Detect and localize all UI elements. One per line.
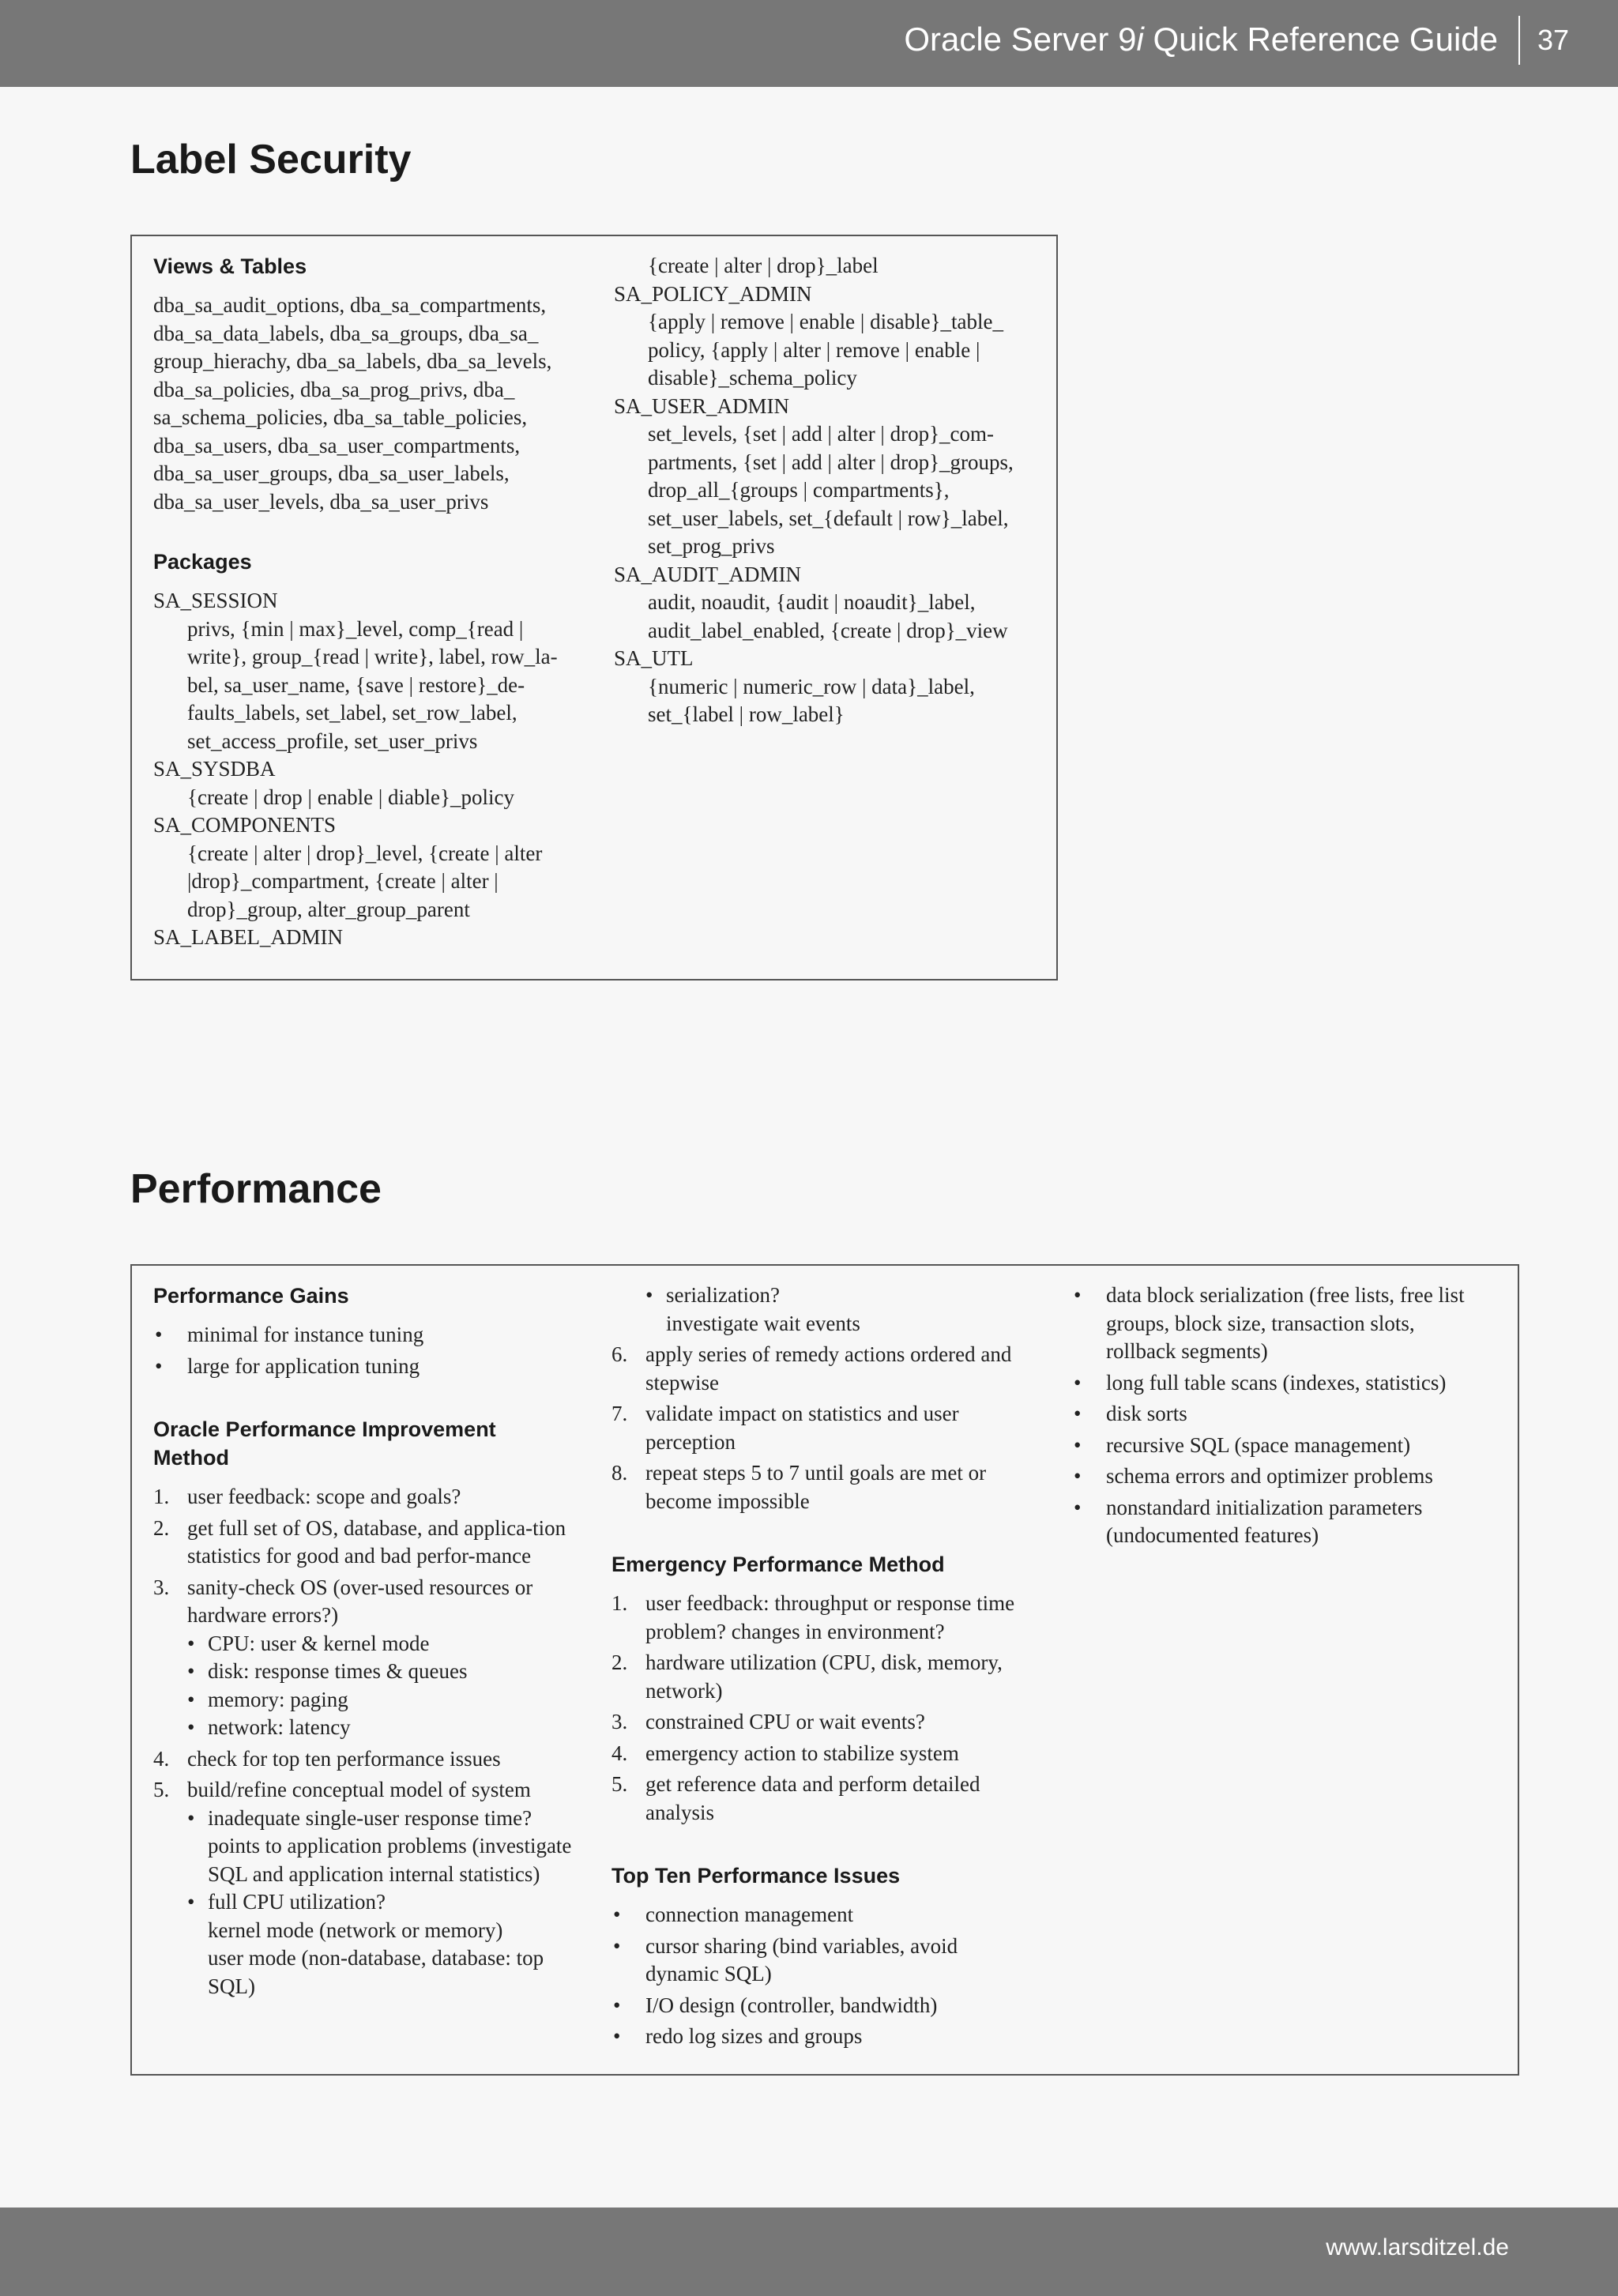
list-item: • CPU: user & kernel mode xyxy=(187,1630,572,1658)
list-item: • serialization? investigate wait events xyxy=(645,1282,1030,1338)
package-name: SA_COMPONENTS xyxy=(153,813,337,837)
views-tables-line: dba_sa_user_groups, dba_sa_user_labels, xyxy=(153,461,510,485)
list-item: • redo log sizes and groups xyxy=(611,2023,1030,2051)
label-security-col-left xyxy=(153,252,580,952)
views-tables-line: sa_schema_policies, dba_sa_table_policies, xyxy=(153,405,528,429)
package-procedures: {apply | remove | enable | disable}_table_ xyxy=(648,310,1003,333)
package-name: SA_AUDIT_ADMIN xyxy=(614,562,801,586)
package-procedures: set_prog_privs xyxy=(648,534,775,558)
package-procedures: drop}_group, alter_group_parent xyxy=(187,897,470,921)
list-item: • recursive SQL (space management) xyxy=(1072,1432,1483,1460)
performance-gains-heading: Performance Gains xyxy=(153,1284,349,1308)
top-ten-heading: Top Ten Performance Issues xyxy=(611,1864,901,1888)
views-tables-line: group_hierachy, dba_sa_labels, dba_sa_levels, xyxy=(153,349,552,373)
package-procedures: drop_all_{groups | compartments}, xyxy=(648,478,950,502)
footer-url: www.larsditzel.de xyxy=(1326,2234,1509,2260)
sanity-check-sublist xyxy=(187,1630,572,1742)
item-text: hardware utilization (CPU, disk, memory, network) xyxy=(645,1650,1003,1703)
page-number: 37 xyxy=(1537,24,1570,56)
views-tables-line: dba_sa_audit_options, dba_sa_compartments, xyxy=(153,293,547,317)
label-security-title: Label Security xyxy=(130,137,412,183)
emergency-method-list xyxy=(611,1590,1030,1827)
package-name: SA_SESSION xyxy=(153,589,278,612)
item-text: constrained CPU or wait events? xyxy=(645,1710,925,1733)
serialization-sublist xyxy=(611,1282,1030,1338)
views-tables-line: dba_sa_user_levels, dba_sa_user_privs xyxy=(153,489,489,514)
package-procedures: {create | alter | drop}_level, {create | alter xyxy=(187,841,543,865)
list-item: 2. get full set of OS, database, and applica-tion statistics for good and bad perfor-mance xyxy=(153,1515,566,1568)
list-item: • data block serialization (free lists, free list groups, block size, transaction slots, rollback segments) xyxy=(1072,1282,1483,1366)
list-item: • disk sorts xyxy=(1072,1400,1483,1428)
list-item: • schema errors and optimizer problems xyxy=(1072,1462,1483,1491)
top-ten-list xyxy=(611,1901,1030,2051)
list-item: • disk: response times & queues xyxy=(187,1658,572,1686)
list-item: 6. apply series of remedy actions ordered and stepwise xyxy=(611,1342,1012,1395)
list-item: • inadequate single-user response time? points to application problems (investigate SQL and application internal statistics) xyxy=(187,1805,572,1889)
views-tables-list xyxy=(153,292,580,516)
label-admin-continuation: {create | alter | drop}_label xyxy=(648,254,879,277)
package-procedures: audit_label_enabled, {create | drop}_view xyxy=(648,618,1008,642)
performance-gains-list xyxy=(153,1321,572,1380)
header-bar xyxy=(0,0,1618,87)
item-number: 3. xyxy=(611,1710,628,1733)
package-procedures: |drop}_compartment, {create | alter | xyxy=(187,869,499,893)
improvement-method-list xyxy=(153,1483,572,2001)
performance-col-2 xyxy=(611,1282,1030,2054)
package-name: SA_POLICY_ADMIN xyxy=(614,281,812,306)
list-item: • long full table scans (indexes, statistics) xyxy=(1072,1369,1483,1398)
packages-right-list xyxy=(614,280,1040,729)
package-procedures: privs, {min | max}_level, comp_{read | xyxy=(187,616,524,641)
package-procedures: audit, noaudit, {audit | noaudit}_label, xyxy=(648,590,976,614)
performance-title: Performance xyxy=(130,1166,382,1212)
package-procedures: {numeric | numeric_row | data}_label, xyxy=(648,674,975,698)
list-item xyxy=(611,1649,1030,1705)
list-item: • cursor sharing (bind variables, avoid dynamic SQL) xyxy=(611,1933,1030,1989)
package-procedures: policy, {apply | alter | remove | enable | xyxy=(648,337,980,362)
views-tables-heading: Views & Tables xyxy=(153,254,307,278)
package-procedures: set_{label | row_label} xyxy=(648,702,845,726)
performance-col-3 xyxy=(1072,1282,1483,1553)
list-item xyxy=(611,1708,1030,1737)
packages-left-list xyxy=(153,587,580,952)
views-tables-line: dba_sa_policies, dba_sa_prog_privs, dba_ xyxy=(153,377,515,401)
improvement-method-heading: Oracle Performance Improvement Method xyxy=(153,1417,496,1470)
guide-title: Oracle Server 9i Quick Reference Guide xyxy=(904,21,1498,58)
package-name: SA_USER_ADMIN xyxy=(614,393,790,418)
item-number: 5. xyxy=(611,1772,628,1796)
list-item: • large for application tuning xyxy=(153,1353,572,1381)
list-item xyxy=(611,1590,1030,1646)
package-procedures: bel, sa_user_name, {save | restore}_de- xyxy=(187,672,525,697)
item-number: 1. xyxy=(611,1591,628,1615)
list-item: • full CPU utilization? kernel mode (network or memory) user mode (non-database, database: top SQL) xyxy=(187,1888,572,2001)
footer-bar xyxy=(0,2208,1618,2296)
package-procedures: disable}_schema_policy xyxy=(648,366,857,390)
list-item: 8. repeat steps 5 to 7 until goals are met or become impossible xyxy=(611,1461,987,1513)
performance-box xyxy=(130,1264,1519,2076)
package-procedures: set_access_profile, set_user_privs xyxy=(187,728,478,753)
package-procedures: set_user_labels, set_{default | row}_label, xyxy=(648,506,1009,530)
list-item: • minimal for instance tuning xyxy=(153,1321,572,1349)
list-item: 3. sanity-check OS (over-used resources or hardware errors?) • CPU: user & kernel mode • disk: response times & queues • memory: paging • network: latency xyxy=(153,1574,572,1742)
item-number: 4. xyxy=(611,1741,628,1765)
item-text: user feedback: throughput or response time problem? changes in environment? xyxy=(645,1591,1015,1643)
improvement-method-list-cont xyxy=(611,1341,1030,1515)
label-security-col-right xyxy=(614,252,1040,729)
header-divider xyxy=(1518,16,1520,65)
item-text: emergency action to stabilize system xyxy=(645,1741,959,1765)
list-item: 1. user feedback: scope and goals? xyxy=(153,1485,461,1508)
list-item: • nonstandard initialization parameters (undocumented features) xyxy=(1072,1494,1483,1550)
list-item: 4. check for top ten performance issues xyxy=(153,1746,501,1771)
top-ten-list-cont xyxy=(1072,1282,1483,1550)
performance-col-1 xyxy=(153,1282,572,2004)
package-procedures: partments, {set | add | alter | drop}_groups, xyxy=(648,450,1014,474)
package-name: SA_SYSDBA xyxy=(153,757,276,781)
package-procedures: {create | drop | enable | diable}_policy xyxy=(187,785,514,809)
views-tables-line: dba_sa_users, dba_sa_user_compartments, xyxy=(153,433,521,457)
list-item xyxy=(611,1740,1030,1768)
package-name: SA_UTL xyxy=(614,646,694,670)
package-procedures: set_levels, {set | add | alter | drop}_com- xyxy=(648,422,995,446)
list-item: 5. build/refine conceptual model of system • inadequate single-user response time? points to application problems (investigate SQL and application internal statistics) • full CPU utilization? kernel mode (network or memory) user mode (non-database, database: top SQL) xyxy=(153,1776,572,2001)
list-item: • connection management xyxy=(611,1901,1030,1929)
list-item: • memory: paging xyxy=(187,1686,572,1714)
packages-heading: Packages xyxy=(153,550,252,574)
list-item: • I/O design (controller, bandwidth) xyxy=(611,1992,1030,2020)
package-procedures: write}, group_{read | write}, label, row_la- xyxy=(187,645,558,668)
list-item: 7. validate impact on statistics and user perception xyxy=(611,1402,959,1454)
item-number: 2. xyxy=(611,1650,628,1674)
list-item xyxy=(611,1771,1030,1827)
package-name: SA_LABEL_ADMIN xyxy=(153,925,343,949)
list-item: • network: latency xyxy=(187,1714,572,1742)
item-text: get reference data and perform detailed analysis xyxy=(645,1772,980,1824)
conceptual-model-sublist xyxy=(187,1805,572,2001)
views-tables-line: dba_sa_data_labels, dba_sa_groups, dba_sa_ xyxy=(153,321,539,345)
package-procedures: faults_labels, set_label, set_row_label, xyxy=(187,701,517,725)
label-security-box xyxy=(130,235,1058,981)
emergency-method-heading: Emergency Performance Method xyxy=(611,1553,945,1576)
